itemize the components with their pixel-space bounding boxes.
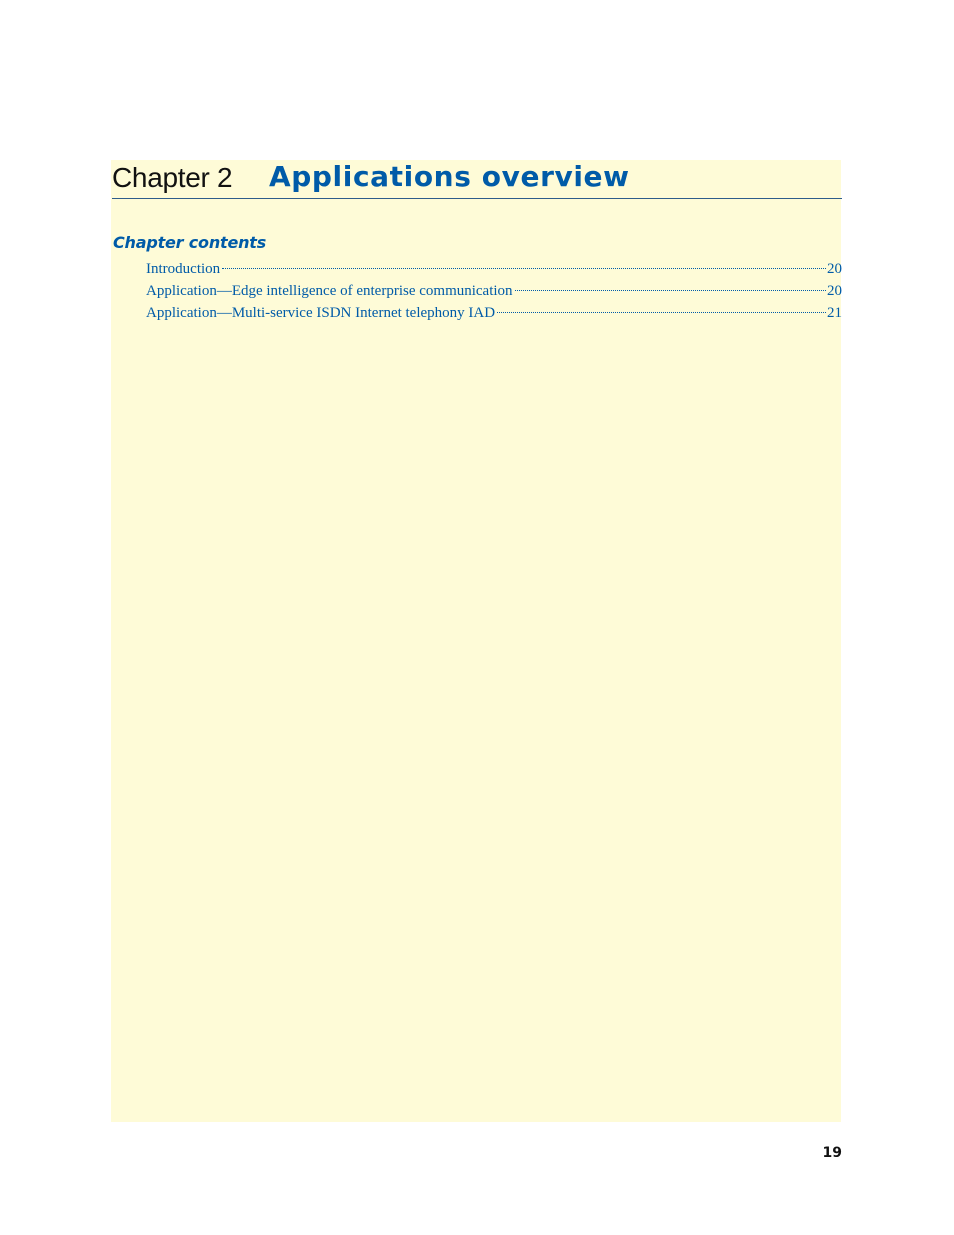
chapter-contents-heading: Chapter contents <box>113 233 267 252</box>
toc-dot-leader <box>515 290 826 291</box>
toc-entry-page: 20 <box>827 283 842 299</box>
toc-dot-leader <box>497 312 826 313</box>
toc-dot-leader <box>222 268 826 269</box>
toc-entry-edge-intelligence[interactable] <box>146 280 842 302</box>
toc-entry-text: Application—Multi-service ISDN Internet telephony IAD <box>146 305 496 321</box>
toc-entry-introduction[interactable] <box>146 258 842 280</box>
table-of-contents <box>146 258 842 324</box>
toc-entry-text: Introduction <box>146 261 221 277</box>
chapter-header <box>112 160 842 199</box>
chapter-label: Chapter 2 <box>112 162 233 193</box>
page-number: 19 <box>822 1145 842 1161</box>
toc-entry-text: Application—Edge intelligence of enterprise communication <box>146 283 513 299</box>
toc-entry-page: 21 <box>827 305 842 321</box>
chapter-title: Applications overview <box>269 160 630 193</box>
toc-entry-isdn-iad[interactable] <box>146 302 842 324</box>
toc-entry-page: 20 <box>827 261 842 277</box>
